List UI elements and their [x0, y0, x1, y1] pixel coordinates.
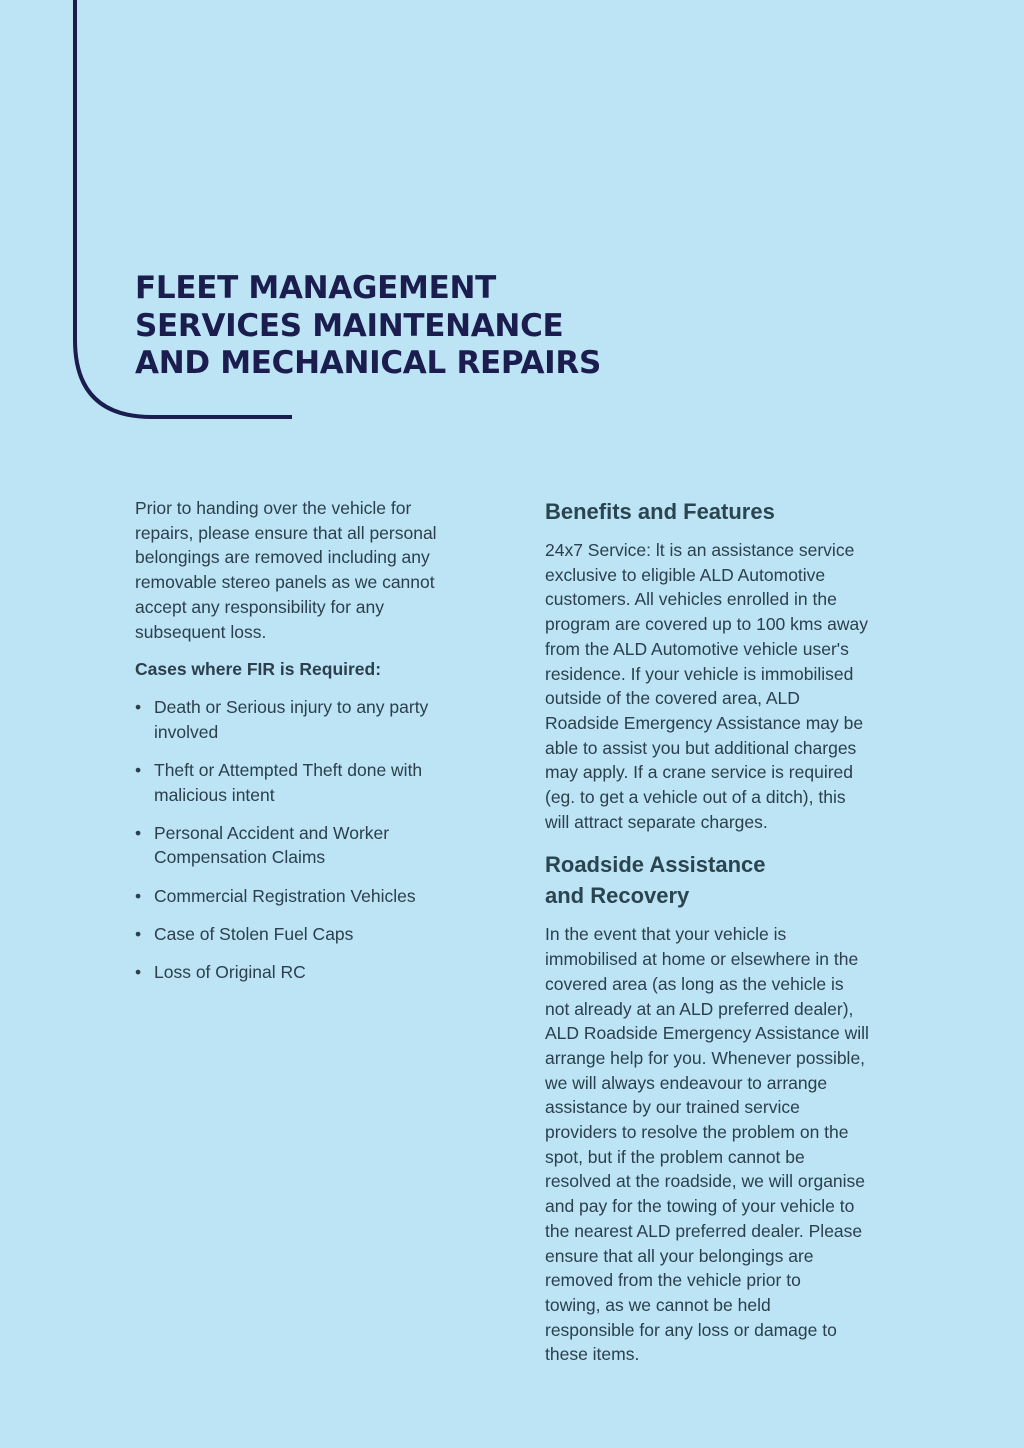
right-column [545, 496, 905, 1367]
list-item: • Loss of Original RC [135, 960, 475, 985]
roadside-paragraph: In the event that your vehicle is immobilised at home or elsewhere in the covered area (as long as the vehicle is not already at an ALD preferred dealer), ALD Roadside Emergency Assistance will arrange help for you. Whenever possible, we will always endeavour to arrange assistance by our trained service providers to resolve the problem on the spot, but if the problem cannot be resolved at the roadside, we will organise and pay for the towing of your vehicle to the nearest ALD preferred dealer. Please ensure that all your belongings are removed from the vehicle prior to towing, as we cannot be held responsible for any loss or damage to these items. [545, 924, 869, 1365]
intro-paragraph: Prior to handing over the vehicle for repairs, please ensure that all personal belongings are removed including any removable stereo panels as we cannot accept any responsibility for any subsequent loss. [135, 498, 437, 642]
list-item: • Case of Stolen Fuel Caps [135, 922, 475, 947]
page-title: FLEET MANAGEMENT SERVICES MAINTENANCE AND MECHANICAL REPAIRS [135, 270, 601, 381]
left-column [135, 496, 475, 998]
benefits-paragraph: 24x7 Service: lt is an assistance service exclusive to eligible ALD Automotive customers. All vehicles enrolled in the program are covered up to 100 kms away from the ALD Automotive vehicle user's residence. If your vehicle is immobilised outside of the covered area, ALD Roadside Emergency Assistance may be able to assist you but additional charges may apply. If a crane service is required (eg. to get a vehicle out of a ditch), this will attract separate charges. [545, 540, 868, 832]
decorative-corner-line [0, 0, 1024, 450]
fir-cases-list [135, 695, 475, 985]
fir-cases-heading: Cases where FIR is Required: [135, 659, 382, 680]
list-item: • Commercial Registration Vehicles [135, 884, 475, 909]
roadside-heading: Roadside Assistance and Recovery [545, 852, 766, 909]
list-item: • Death or Serious injury to any party involved [135, 695, 475, 744]
list-item: • Theft or Attempted Theft done with malicious intent [135, 758, 475, 807]
benefits-heading: Benefits and Features [545, 499, 775, 524]
list-item: • Personal Accident and Worker Compensation Claims [135, 821, 475, 870]
